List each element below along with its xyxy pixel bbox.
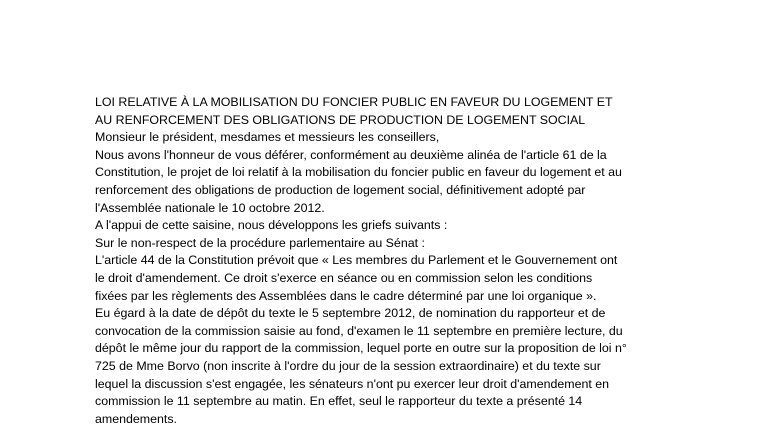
argument-line: commission le 11 septembre au matin. En effet, seul le rapporteur du texte a présenté 14: [95, 394, 583, 409]
argument-line: amendements.: [95, 411, 177, 426]
article44-line: fixées par les règlements des Assemblées dans le cadre déterminé par une loi organique ».: [95, 288, 597, 303]
document-body: [95, 94, 695, 428]
argument-line: Eu égard à la date de dépôt du texte le 5 septembre 2012, de nomination du rapporteur et de: [95, 306, 606, 321]
section-heading: Sur le non-respect de la procédure parlementaire au Sénat :: [95, 235, 425, 250]
griefs-intro: A l'appui de cette saisine, nous développons les griefs suivants :: [95, 218, 448, 233]
intro-line: Nous avons l'honneur de vous déférer, conformément au deuxième alinéa de l'article 61 de la: [95, 147, 607, 162]
document-title-line-1: LOI RELATIVE À LA MOBILISATION DU FONCIER PUBLIC EN FAVEUR DU LOGEMENT ET: [95, 95, 613, 109]
article44-line: le droit d'amendement. Ce droit s'exerce en séance ou en commission selon les conditions: [95, 270, 593, 285]
argument-line: 725 de Mme Borvo (non inscrite à l'ordre du jour de la session extraordinaire) et du texte sur: [95, 358, 601, 373]
argument-line: convocation de la commission saisie au fond, d'examen le 11 septembre en première lecture, du: [95, 323, 623, 338]
intro-line: renforcement des obligations de production de logement social, définitivement adopté par: [95, 182, 586, 197]
salutation: Monsieur le président, mesdames et messieurs les conseillers,: [95, 130, 440, 145]
article44-line: L'article 44 de la Constitution prévoit que « Les membres du Parlement et le Gouvernement ont: [95, 253, 618, 268]
argument-line: lequel la discussion s'est engagée, les sénateurs n'ont pu exercer leur droit d'amendement en: [95, 376, 610, 391]
intro-line: Constitution, le projet de loi relatif à la mobilisation du foncier public en faveur du logement et au: [95, 165, 622, 180]
argument-line: dépôt le même jour du rapport de la commission, lequel porte en outre sur la proposition de loi n°: [95, 341, 627, 356]
intro-line: l'Assemblée nationale le 10 octobre 2012.: [95, 200, 325, 215]
document-title-line-2: AU RENFORCEMENT DES OBLIGATIONS DE PRODUCTION DE LOGEMENT SOCIAL: [95, 112, 586, 127]
